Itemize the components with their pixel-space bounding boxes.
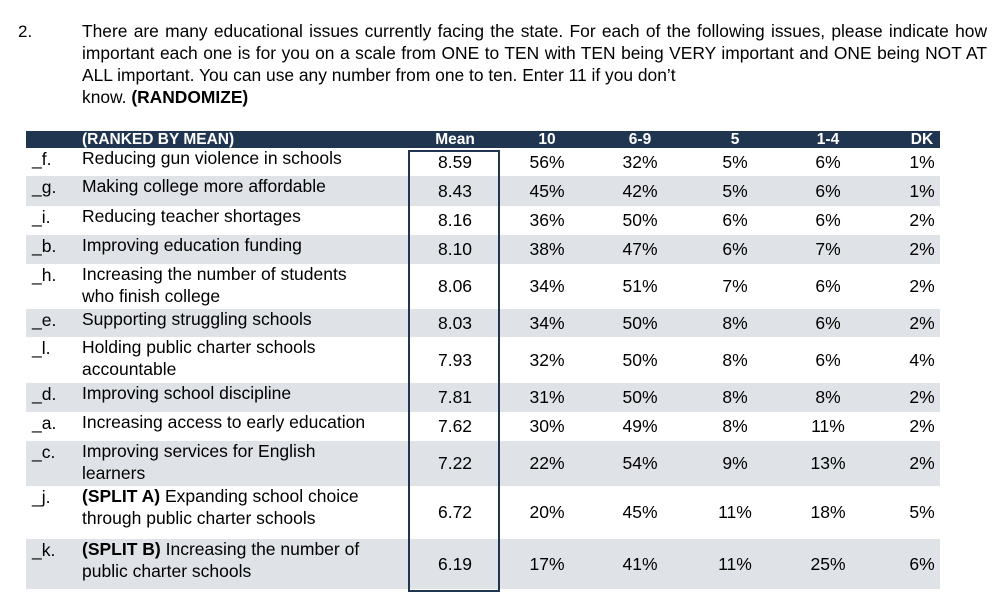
question-text-last: know. xyxy=(82,87,127,107)
cell-mean: 8.59 xyxy=(437,152,473,172)
cell-c14: 8% xyxy=(815,387,841,407)
cell-c14: 13% xyxy=(810,453,846,473)
cell-c10: 36% xyxy=(529,210,565,230)
cell-mean: 7.22 xyxy=(437,453,473,473)
row-label xyxy=(82,205,301,227)
split-tag: (SPLIT B) xyxy=(82,539,161,559)
header-dk: DK xyxy=(910,131,934,148)
row-code: _h. xyxy=(32,265,57,285)
cell-dk: 2% xyxy=(909,239,935,259)
row-label xyxy=(82,485,359,529)
cell-mean: 7.62 xyxy=(437,416,473,436)
cell-c5: 7% xyxy=(722,276,748,296)
row-code: _d. xyxy=(32,384,57,404)
cell-mean: 7.81 xyxy=(437,387,473,407)
cell-dk: 2% xyxy=(909,276,935,296)
cell-c5: 11% xyxy=(718,554,752,574)
cell-c10: 17% xyxy=(529,554,565,574)
cell-c5: 5% xyxy=(722,181,748,201)
cell-c10: 34% xyxy=(529,276,565,296)
row-label-line1: Improving services for English xyxy=(82,441,316,461)
row-label xyxy=(82,308,312,330)
row-code: _e. xyxy=(32,310,57,330)
cell-c5: 8% xyxy=(722,416,748,436)
row-code: _i. xyxy=(32,207,51,227)
row-label xyxy=(82,147,342,169)
cell-dk: 2% xyxy=(909,387,935,407)
split-tag: (SPLIT A) xyxy=(82,486,161,506)
cell-c5: 8% xyxy=(722,313,748,333)
row-label-line2: through public charter schools xyxy=(82,508,316,528)
cell-c5: 9% xyxy=(722,453,748,473)
cell-mean: 8.16 xyxy=(437,210,473,230)
header-10: 10 xyxy=(538,131,556,148)
row-label-line1: Making college more affordable xyxy=(82,176,326,196)
cell-c10: 31% xyxy=(529,387,565,407)
cell-c10: 20% xyxy=(529,502,565,522)
row-label-line1: Improving education funding xyxy=(82,235,302,255)
cell-c14: 6% xyxy=(815,276,841,296)
cell-c5: 5% xyxy=(722,152,748,172)
cell-dk: 4% xyxy=(909,350,935,370)
row-label xyxy=(82,440,315,484)
cell-c14: 6% xyxy=(815,181,841,201)
cell-c69: 50% xyxy=(622,350,658,370)
cell-c69: 45% xyxy=(622,502,658,522)
cell-c10: 38% xyxy=(529,239,565,259)
cell-dk: 2% xyxy=(909,416,935,436)
cell-mean: 6.72 xyxy=(437,502,473,522)
row-code: _f. xyxy=(32,149,52,169)
row-label-line1: Increasing access to early education xyxy=(82,412,366,432)
row-label xyxy=(82,263,347,307)
row-label-line1: Holding public charter schools xyxy=(82,337,316,357)
cell-dk: 1% xyxy=(909,181,935,201)
row-label xyxy=(82,382,291,404)
cell-dk: 1% xyxy=(909,152,935,172)
row-label xyxy=(82,538,359,582)
cell-c5: 6% xyxy=(722,239,748,259)
cell-c14: 6% xyxy=(815,152,841,172)
row-label-line2: accountable xyxy=(82,359,177,379)
row-label xyxy=(82,175,326,197)
cell-c14: 25% xyxy=(810,554,846,574)
question-text xyxy=(82,20,987,108)
cell-c14: 6% xyxy=(815,313,841,333)
row-label-line1: Improving school discipline xyxy=(82,383,292,403)
question-number: 2. xyxy=(18,22,33,41)
row-label-line1: Increasing the number of students xyxy=(82,264,347,284)
cell-c14: 11% xyxy=(811,416,845,436)
header-mean: Mean xyxy=(435,131,475,148)
cell-c69: 47% xyxy=(622,239,658,259)
row-code: _g. xyxy=(32,177,57,197)
cell-c14: 18% xyxy=(810,502,846,522)
row-label-line2: learners xyxy=(82,463,146,483)
randomize-instruction: (RANDOMIZE) xyxy=(131,87,249,107)
cell-mean: 8.10 xyxy=(437,239,473,259)
cell-dk: 5% xyxy=(909,502,935,522)
cell-c5: 6% xyxy=(722,210,748,230)
cell-c69: 42% xyxy=(622,181,658,201)
cell-c10: 45% xyxy=(529,181,565,201)
cell-mean: 7.93 xyxy=(437,350,473,370)
row-code: _l. xyxy=(32,338,51,358)
cell-c69: 32% xyxy=(622,152,658,172)
header-6-9: 6-9 xyxy=(628,131,652,148)
row-code: _a. xyxy=(32,413,57,433)
cell-c14: 7% xyxy=(815,239,841,259)
row-label xyxy=(82,411,365,433)
cell-c5: 8% xyxy=(722,350,748,370)
cell-c69: 50% xyxy=(622,210,658,230)
row-label-line1: Reducing teacher shortages xyxy=(82,206,301,226)
row-label-line2: public charter schools xyxy=(82,561,252,581)
table-header xyxy=(26,131,940,148)
row-label xyxy=(82,336,315,380)
cell-c14: 6% xyxy=(815,350,841,370)
row-code: _j. xyxy=(32,487,51,507)
cell-dk: 6% xyxy=(909,554,935,574)
cell-mean: 8.06 xyxy=(437,276,473,296)
row-code: _k. xyxy=(32,540,56,560)
cell-c5: 11% xyxy=(718,502,752,522)
question-text-main: There are many educational issues currently facing the state. For each of the following issues, please indicate how important each one is for you on a scale from ONE to TEN with TEN being VERY important and ONE being NOT AT ALL important. You can use any number from one to ten. Enter 11 if you don’t xyxy=(82,21,987,85)
cell-mean: 8.03 xyxy=(437,313,473,333)
cell-c5: 8% xyxy=(722,387,748,407)
row-label xyxy=(82,234,302,256)
cell-c69: 49% xyxy=(622,416,658,436)
cell-dk: 2% xyxy=(909,453,935,473)
cell-c10: 34% xyxy=(529,313,565,333)
mean-column-highlight-box xyxy=(408,150,500,592)
row-label-line1: Increasing the number of xyxy=(160,539,360,559)
header-5: 5 xyxy=(730,131,740,148)
cell-dk: 2% xyxy=(909,210,935,230)
cell-c69: 41% xyxy=(622,554,658,574)
cell-mean: 6.19 xyxy=(437,554,473,574)
header-1-4: 1-4 xyxy=(816,131,840,148)
row-label-line2: who finish college xyxy=(82,286,221,306)
cell-c10: 56% xyxy=(529,152,565,172)
row-label-line1: Supporting struggling schools xyxy=(82,309,312,329)
cell-mean: 8.43 xyxy=(437,181,473,201)
row-code: _c. xyxy=(32,442,56,462)
cell-c69: 50% xyxy=(622,313,658,333)
row-label-line1: Expanding school choice xyxy=(160,486,359,506)
row-code: _b. xyxy=(32,236,57,256)
cell-dk: 2% xyxy=(909,313,935,333)
header-ranked-by-mean: (RANKED BY MEAN) xyxy=(82,131,235,148)
row-label-line1: Reducing gun violence in schools xyxy=(82,148,342,168)
cell-c69: 51% xyxy=(622,276,658,296)
cell-c14: 6% xyxy=(815,210,841,230)
cell-c10: 30% xyxy=(529,416,565,436)
cell-c10: 32% xyxy=(529,350,565,370)
cell-c69: 50% xyxy=(622,387,658,407)
cell-c69: 54% xyxy=(622,453,658,473)
cell-c10: 22% xyxy=(529,453,565,473)
